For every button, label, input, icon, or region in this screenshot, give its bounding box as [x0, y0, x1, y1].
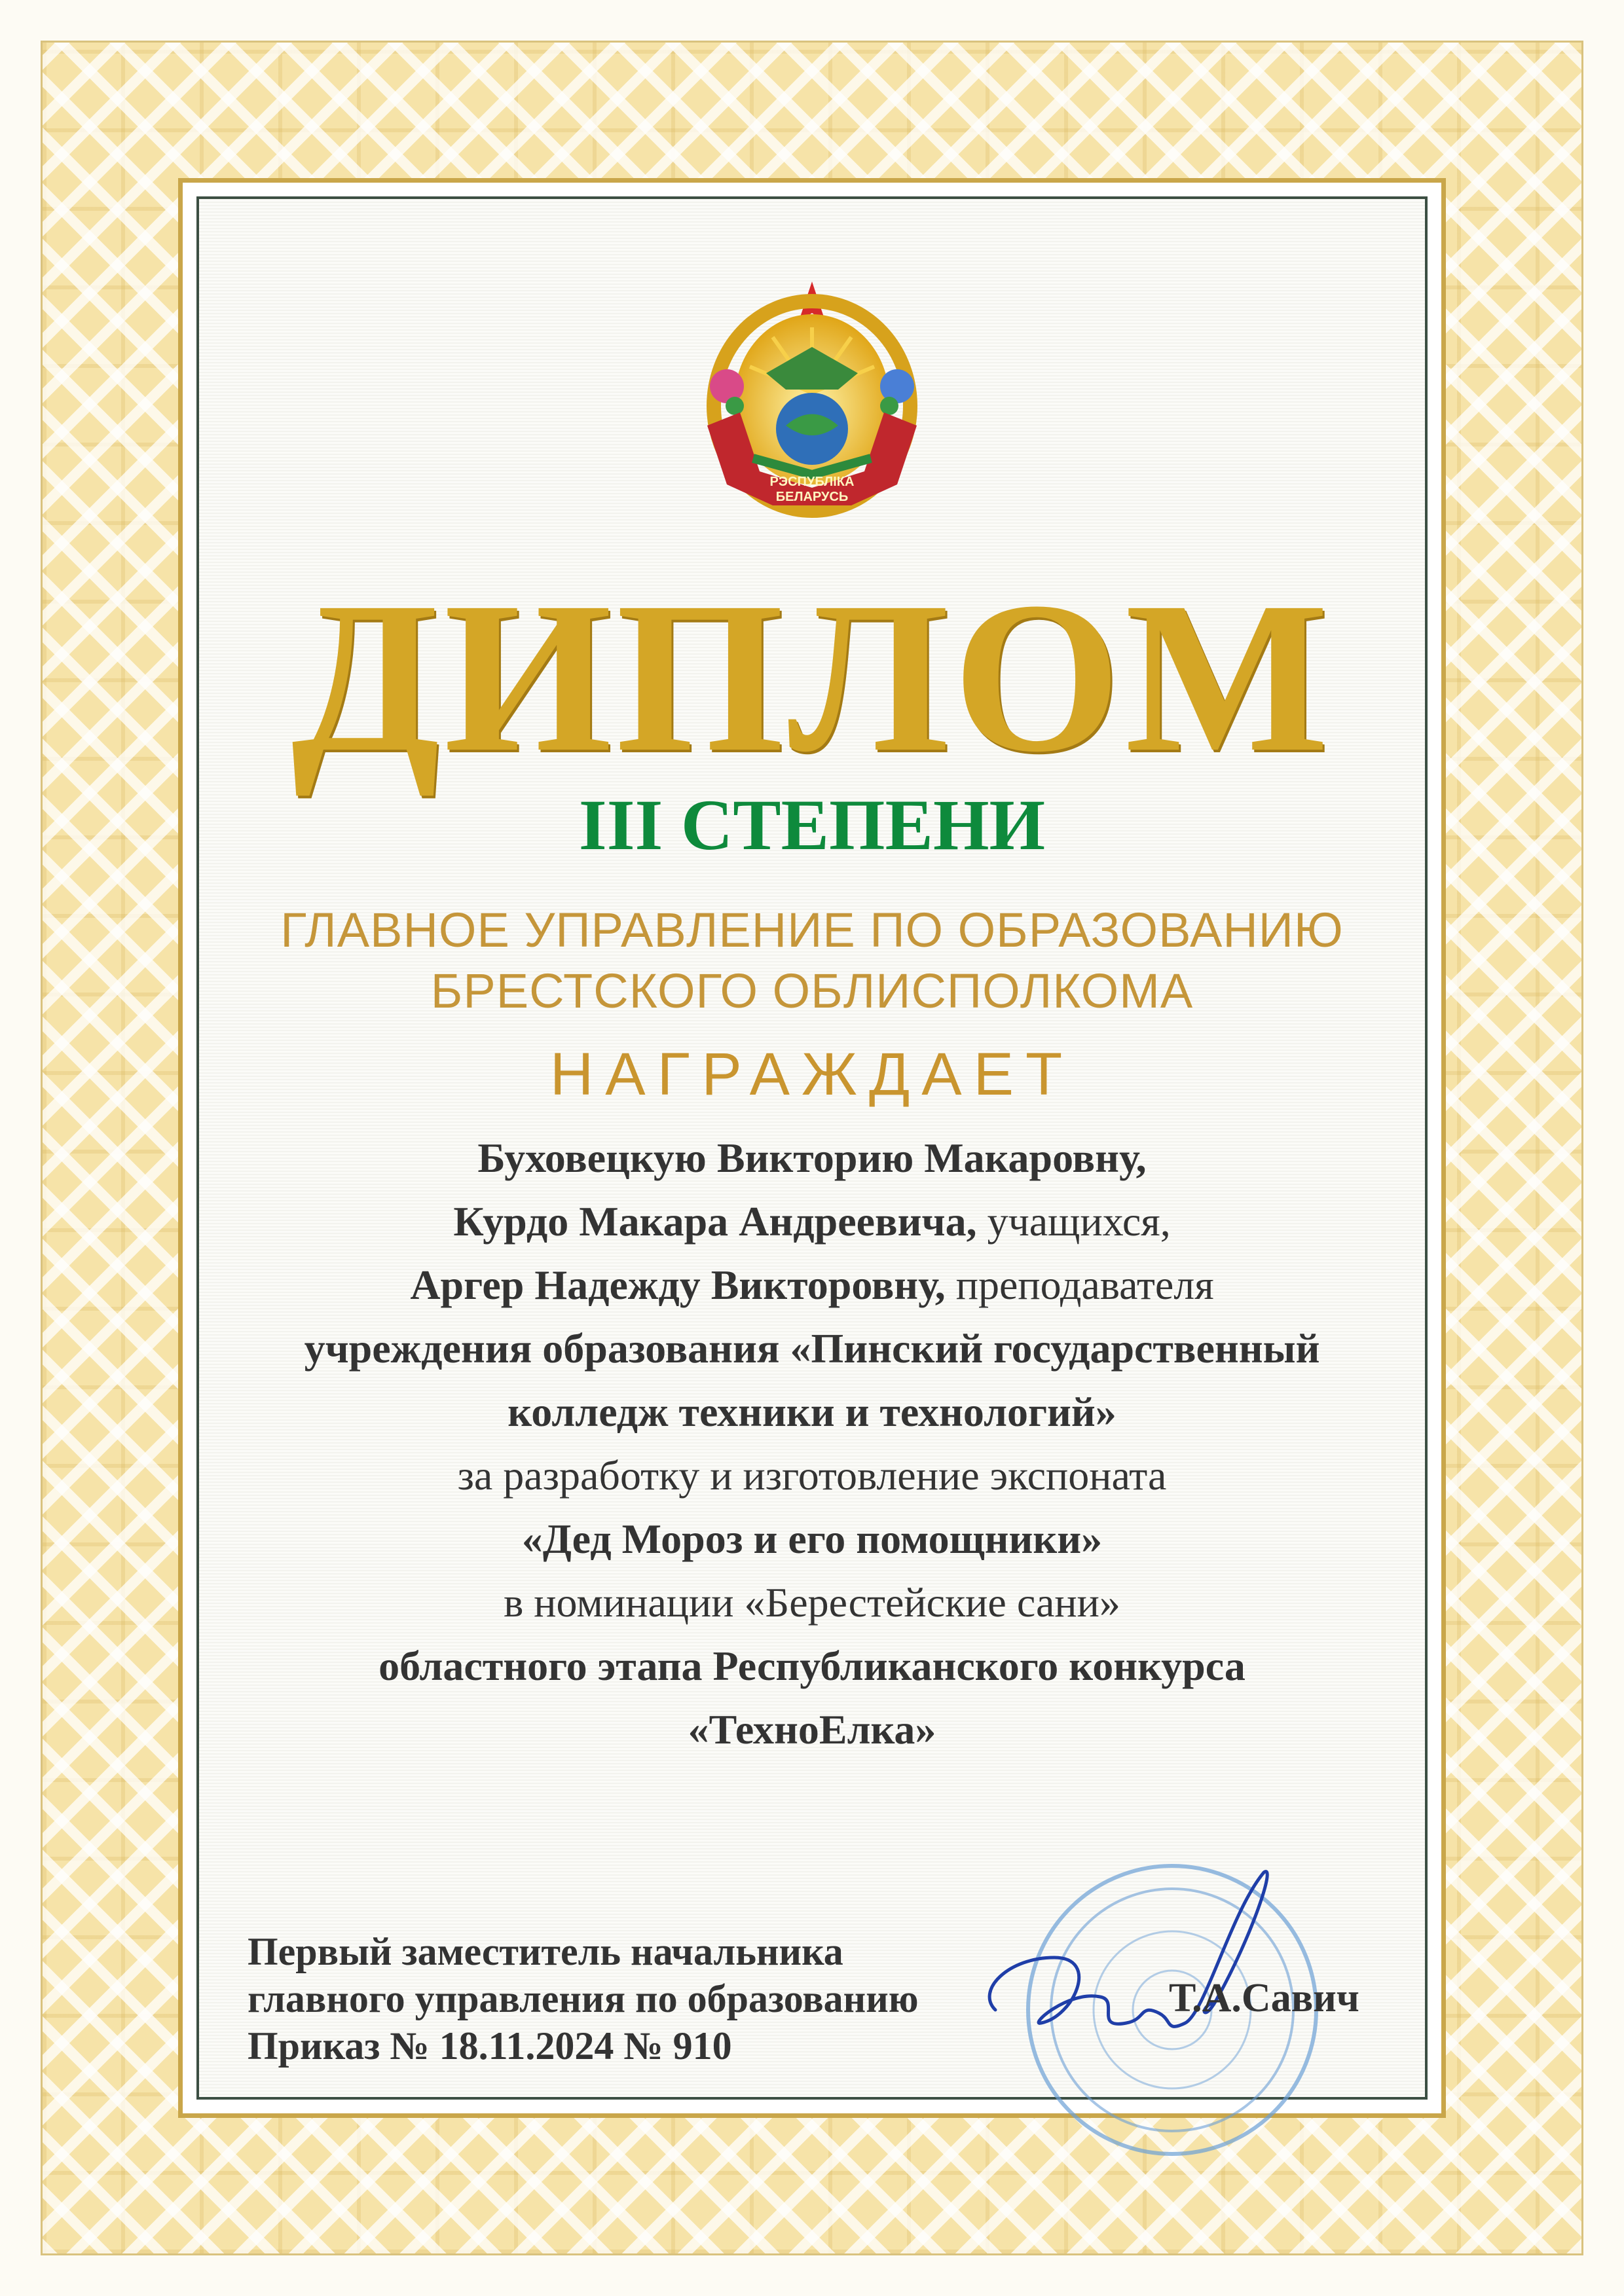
- diploma-title: ДИПЛОМ: [291, 558, 1333, 797]
- institution-line2: колледж техники и технологий»: [507, 1389, 1116, 1435]
- diploma-degree: III СТЕПЕНИ: [578, 785, 1046, 865]
- exhibit-name: «Дед Мороз и его помощники»: [521, 1516, 1103, 1562]
- state-emblem-icon: [688, 275, 936, 524]
- emblem-ribbon-line1: РЭСПУБЛIКА: [769, 475, 855, 489]
- org-line1: ГЛАВНОЕ УПРАВЛЕНИЕ ПО ОБРАЗОВАНИЮ: [280, 903, 1344, 957]
- order-number: Приказ № 18.11.2024 № 910: [248, 2024, 732, 2068]
- signatory-name: Т.А.Савич: [1169, 1976, 1359, 2020]
- institution-line1: учреждения образования «Пинский государственный: [304, 1325, 1320, 1372]
- recipient-2-role: учащихся,: [976, 1198, 1171, 1245]
- signatory-position-line2: главного управления по образованию: [248, 1977, 919, 2020]
- recipient-2: Курдо Макара Андреевича,: [453, 1198, 977, 1245]
- signatory-position-line1: Первый заместитель начальника: [248, 1930, 843, 1973]
- awards-heading: НАГРАЖДАЕТ: [549, 1041, 1075, 1108]
- issuing-organization: [223, 900, 1401, 1021]
- signatory-block: [248, 1928, 919, 2069]
- contest-name: «ТехноЕлка»: [688, 1706, 936, 1753]
- recipient-1: Буховецкую Викторию Макаровну,: [477, 1135, 1147, 1181]
- nomination: в номинации «Берестейские сани»: [504, 1579, 1120, 1626]
- recipient-3: Аргер Надежду Викторовну,: [410, 1262, 946, 1308]
- award-text: [223, 1126, 1401, 1761]
- recipient-3-role: преподавателя: [945, 1262, 1214, 1308]
- handwritten-signature-icon: [969, 1859, 1310, 2075]
- contest-stage: областного этапа Республиканского конкурса: [378, 1643, 1246, 1689]
- emblem-ribbon-line2: БЕЛАРУСЬ: [775, 490, 849, 504]
- award-reason: за разработку и изготовление экспоната: [457, 1452, 1167, 1499]
- org-line2: БРЕСТСКОГО ОБЛИСПОЛКОМА: [430, 963, 1194, 1018]
